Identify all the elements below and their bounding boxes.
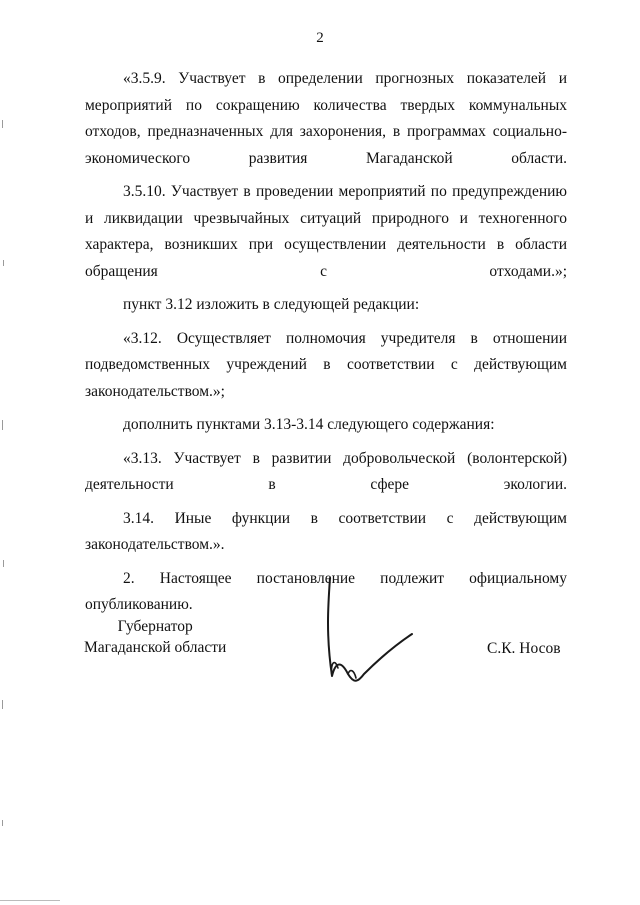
handwritten-signature bbox=[318, 576, 428, 696]
signature-block bbox=[0, 610, 640, 730]
signatory-name: С.К. Носов bbox=[487, 640, 561, 657]
scan-margin-marks bbox=[0, 0, 8, 905]
paragraph-amend-3-12: пункт 3.12 изложить в следующей редакции: bbox=[123, 296, 420, 313]
page-number: 2 bbox=[316, 30, 324, 46]
document-body bbox=[85, 66, 567, 626]
paragraph-3-12: «3.12. Осуществляет полномочия учредителя в отношении подведомственных учреждений в соответствии с действующим законодательством.»; bbox=[85, 329, 567, 400]
signatory-title bbox=[84, 616, 226, 658]
signatory-title-line2: Магаданской области bbox=[84, 639, 227, 656]
paragraph-3-5-9: «3.5.9. Участвует в определении прогнозных показателей и мероприятий по сокращению количества твердых коммунальных отходов, предназначенных для захоронения, в программах социально-экономического развития Магаданской области. bbox=[85, 70, 567, 167]
paragraph-3-14: 3.14. Иные функции в соответствии с действующим законодательством.». bbox=[85, 509, 567, 553]
paragraph-publication: 2. Настоящее постановление подлежит официальному опубликованию. bbox=[85, 569, 567, 613]
paragraph-3-5-10: 3.5.10. Участвует в проведении мероприятий по предупреждению и ликвидации чрезвычайных ситуаций природного и техногенного характера, возникших при осуществлении деятельности в области обращения с отходами.»; bbox=[85, 183, 567, 280]
paragraph-add-3-13-3-14: дополнить пунктами 3.13-3.14 следующего содержания: bbox=[123, 416, 495, 433]
signatory-title-line1: Губернатор bbox=[117, 618, 193, 635]
paragraph-3-13: «3.13. Участвует в развитии добровольческой (волонтерской) деятельности в сфере экологии. bbox=[85, 449, 567, 493]
scan-footer-mark bbox=[0, 900, 60, 901]
